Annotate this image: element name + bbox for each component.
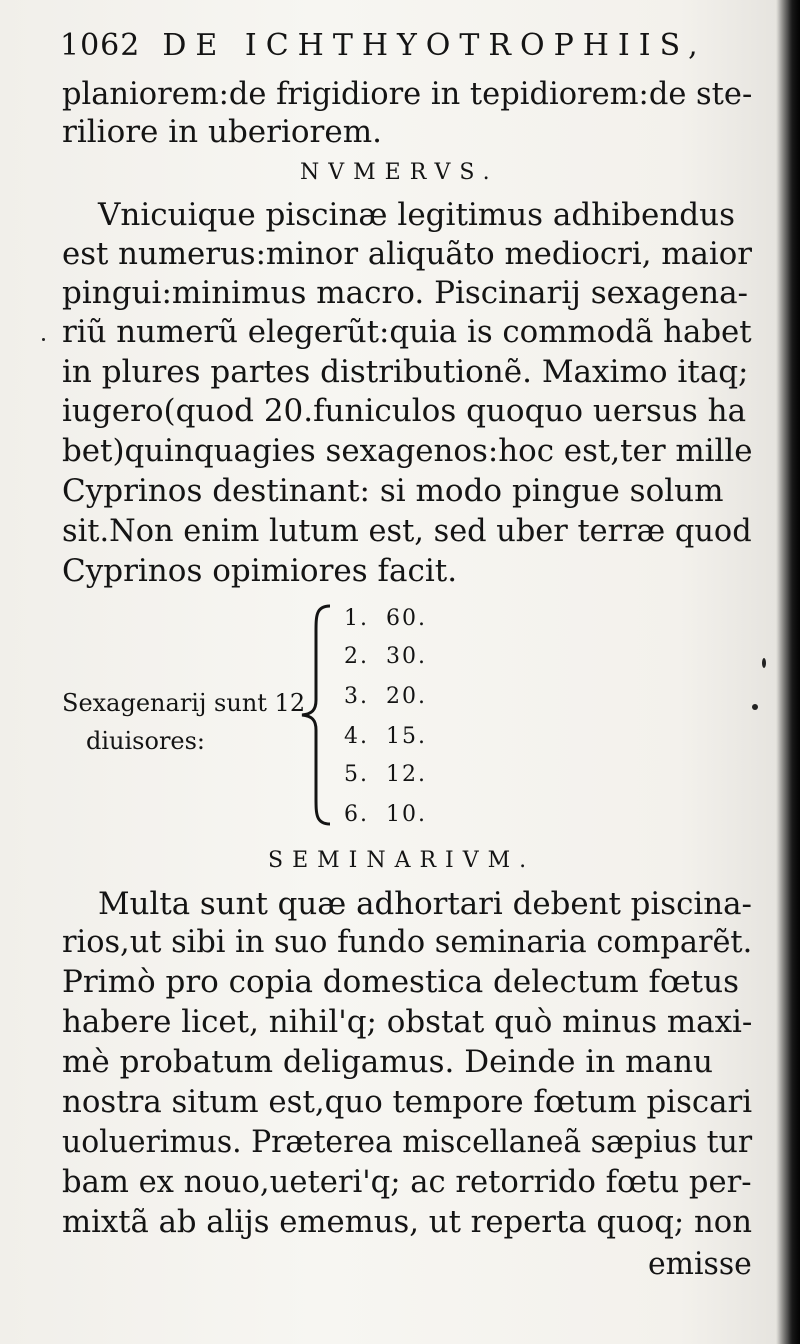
text-line: Primò pro copia domestica delectum fœtus <box>62 964 739 1000</box>
book-page: 1062 DE ICHTHYOTROPHIIS, planiorem:de frigidiore in tepidiorem:de ste- riliore in uberiorem. NVMERVS. Vnicuique piscinæ legitimus adhibendus est numerus:minor aliquãto mediocri, maior pingui:minimus macro. Piscinarij sexagena- riũ numerũ elegerũt:quia is commodã habet in plures partes distributionẽ. Maximo itaq; iugero(quod 20.funiculos quoquo uersus ha bet)quinquagies sexagenos:hoc est,ter mille Cyprinos destinant: si modo pingue solum sit.Non enim lutum est, sed uber terræ quod Cyprinos opimiores facit. Sexagenarij sunt 12 diuisores: 1. 60. 2. 30. 3. 20. 4. 15. 5. 12. 6. 10. SEMINARIVM. Multa sunt quæ adhortari debent piscina- rios,ut sibi in suo fundo seminaria comparẽt. Primò pro copia domestica delectum fœtus habere licet, nihil'q; obstat quò minus maxi- mè probatum deligamus. Deinde in manu nostra situm est,quo tempore fœtum piscari uoluerimus. Præterea miscellaneã sæpius tur bam ex nouo,ueteri'q; ac retorrido fœtu per- mixtã ab alijs ememus, ut reperta quoq; non emisse <box>0 0 800 1344</box>
page-number: 1062 <box>60 28 141 63</box>
text-line: planiorem:de frigidiore in tepidiorem:de ste- <box>62 76 753 112</box>
text-line: est numerus:minor aliquãto mediocri, maior <box>62 236 752 272</box>
text-line: sit.Non enim lutum est, sed uber terræ quod <box>62 513 752 549</box>
running-head <box>60 28 707 63</box>
text-line: iugero(quod 20.funiculos quoquo uersus ha <box>62 393 747 429</box>
ink-speck <box>42 338 45 341</box>
divisor-label-cont: diuisores: <box>86 727 206 755</box>
text-line: pingui:minimus macro. Piscinarij sexagena- <box>62 275 749 311</box>
text-line: mè probatum deligamus. Deinde in manu <box>62 1044 713 1080</box>
text-line: Multa sunt quæ adhortari debent piscina- <box>98 886 752 922</box>
section-heading-seminarium: SEMINARIVM. <box>268 848 536 873</box>
text-line: riũ numerũ elegerũt:quia is commodã habet <box>62 314 752 350</box>
text-line: nostra situm est,quo tempore fœtum piscari <box>62 1084 753 1120</box>
text-line: Vnicuique piscinæ legitimus adhibendus <box>98 197 736 233</box>
catchword: emisse <box>648 1246 752 1282</box>
running-title: DE ICHTHYOTROPHIIS, <box>162 28 707 63</box>
text-line: uoluerimus. Præterea miscellaneã sæpius tur <box>62 1124 753 1160</box>
page-edge-shadow <box>778 0 800 1344</box>
ink-speck <box>762 658 766 668</box>
divisor-label: Sexagenarij sunt 12 <box>62 689 306 717</box>
text-line: riliore in uberiorem. <box>62 114 382 150</box>
text-line: Cyprinos destinant: si modo pingue solum <box>62 473 724 509</box>
text-line: bet)quinquagies sexagenos:hoc est,ter mille <box>62 433 753 469</box>
curly-brace-icon <box>298 602 338 828</box>
text-line: rios,ut sibi in suo fundo seminaria comparẽt. <box>62 924 753 960</box>
text-line: habere licet, nihil'q; obstat quò minus maxi- <box>62 1004 753 1040</box>
text-line: in plures partes distributionẽ. Maximo itaq; <box>62 354 749 390</box>
section-heading-numerus: NVMERVS. <box>300 160 499 185</box>
ink-speck <box>752 704 758 710</box>
text-line: mixtã ab alijs ememus, ut reperta quoq; non <box>62 1204 753 1240</box>
text-line: bam ex nouo,ueteri'q; ac retorrido fœtu per- <box>62 1164 752 1200</box>
text-line: Cyprinos opimiores facit. <box>62 553 458 589</box>
